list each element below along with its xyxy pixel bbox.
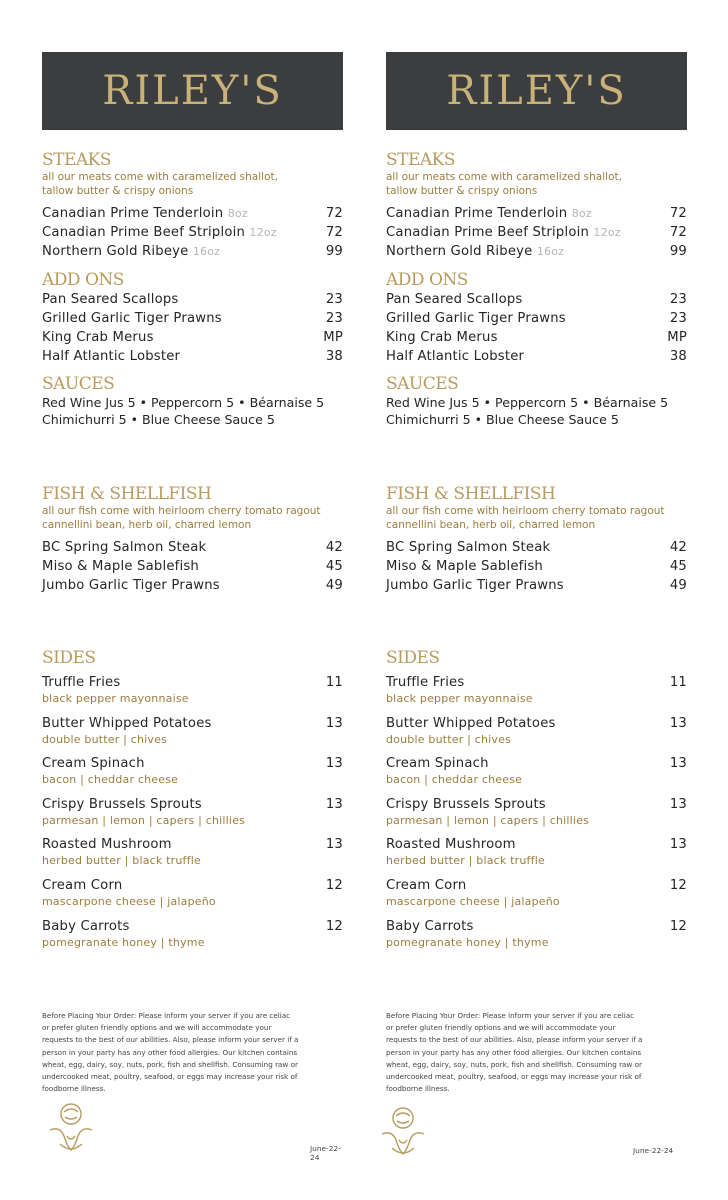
- sauces-section: [42, 374, 343, 428]
- side-item: [42, 755, 343, 788]
- side-item: [42, 836, 343, 869]
- menu-date: June-22-24: [633, 1146, 674, 1155]
- disclaimer-line: wheat, egg, dairy, soy, nuts, pork, fish and shellfish. Consuming raw or: [386, 1059, 642, 1069]
- menu-item: [42, 204, 343, 223]
- menu-item: [42, 290, 343, 309]
- item-price: 72: [669, 206, 687, 221]
- item-description: black pepper mayonnaise: [42, 692, 189, 705]
- item-description: herbed butter | black truffle: [386, 854, 545, 868]
- disclaimer-line: person in your party has any other food allergies. Our kitchen contains: [42, 1047, 298, 1057]
- item-name: Crispy Brussels Sprouts: [42, 796, 202, 812]
- side-item: [386, 796, 687, 829]
- section-title: STEAKS: [42, 150, 112, 170]
- menu-item: [386, 576, 687, 595]
- menu-item: [42, 557, 343, 576]
- disclaimer-line: wheat, egg, dairy, soy, nuts, pork, fish and shellfish. Consuming raw or: [42, 1059, 298, 1069]
- item-price: 13: [325, 796, 343, 812]
- disclaimer-line: requests to the best of our abilities. Also, please inform your server if a: [42, 1035, 299, 1045]
- item-price: 72: [325, 225, 343, 240]
- menu-item: [386, 538, 687, 557]
- item-price: 13: [325, 756, 343, 772]
- item-name: King Crab Merus: [42, 330, 154, 345]
- item-name: Canadian Prime Beef Striploin: [42, 225, 246, 240]
- item-price: 13: [669, 715, 687, 731]
- item-name: Pan Seared Scallops: [42, 292, 179, 307]
- item-price: 11: [669, 675, 687, 690]
- item-name: Jumbo Garlic Tiger Prawns: [386, 578, 564, 593]
- item-price: 45: [669, 559, 687, 574]
- item-price: 23: [669, 311, 687, 326]
- item-name: Jumbo Garlic Tiger Prawns: [42, 578, 220, 593]
- item-description: bacon | cheddar cheese: [386, 773, 523, 787]
- item-size: 16oz: [192, 245, 221, 258]
- item-price: 12: [669, 877, 687, 893]
- item-name: Canadian Prime Beef Striploin: [386, 225, 590, 240]
- menu-page-left: [42, 52, 343, 1162]
- section-title: SAUCES: [386, 374, 459, 394]
- brand-logo: RILEY'S: [102, 68, 283, 114]
- fish-section: [386, 484, 687, 595]
- addons-section: [386, 270, 687, 366]
- menu-item: [386, 204, 687, 223]
- section-subtitle: cannellini bean, herb oil, charred lemon: [42, 519, 252, 531]
- item-price: 13: [325, 837, 343, 853]
- item-price: 42: [325, 540, 343, 555]
- menu-page-right: [386, 52, 687, 1155]
- item-price: 72: [669, 225, 687, 240]
- item-price: 12: [669, 918, 687, 934]
- item-price: 72: [325, 206, 343, 221]
- sides-section: [42, 648, 343, 958]
- steaks-section: [42, 150, 343, 261]
- fish-section: [42, 484, 343, 595]
- allergy-disclaimer: [42, 1010, 342, 1095]
- item-name: Northern Gold Ribeye: [42, 244, 189, 259]
- section-title: SIDES: [42, 648, 96, 668]
- section-title: SAUCES: [42, 374, 115, 394]
- disclaimer-line: Before Placing Your Order: Please inform your server if you are celiac: [42, 1011, 291, 1020]
- item-price: 49: [669, 578, 687, 593]
- item-price: MP: [323, 330, 343, 345]
- side-item: [386, 755, 687, 788]
- item-name: Cream Corn: [42, 877, 123, 893]
- section-subtitle: tallow butter & crispy onions: [386, 185, 538, 197]
- item-price: 12: [325, 877, 343, 893]
- item-name: Half Atlantic Lobster: [42, 349, 181, 364]
- item-size: 8oz: [227, 207, 248, 220]
- item-price: MP: [667, 330, 687, 345]
- item-description: bacon | cheddar cheese: [42, 773, 179, 787]
- disclaimer-line: foodborne illness.: [42, 1084, 106, 1094]
- side-item: [386, 836, 687, 869]
- menu-date: June-22-24: [310, 1144, 341, 1162]
- section-subtitle: all our fish come with heirloom cherry tomato ragout: [42, 505, 321, 517]
- sauces-line: Red Wine Jus 5 • Peppercorn 5 • Béarnaise 5: [42, 395, 325, 410]
- item-price: 13: [669, 796, 687, 812]
- item-description: mascarpone cheese | jalapeño: [386, 894, 560, 908]
- brand-banner: [42, 52, 343, 130]
- item-name: BC Spring Salmon Steak: [386, 540, 551, 555]
- item-name: Butter Whipped Potatoes: [386, 715, 556, 731]
- menu-item: [386, 347, 687, 366]
- menu-item: [386, 328, 687, 347]
- brand-banner: [386, 52, 687, 130]
- brand-logo: RILEY'S: [446, 68, 627, 114]
- item-price: 13: [325, 715, 343, 731]
- disclaimer-line: undercooked meat, poultry, seafood, or eggs may increase your risk of: [42, 1072, 298, 1082]
- item-name: Truffle Fries: [386, 675, 465, 690]
- item-price: 12: [325, 918, 343, 934]
- section-title: FISH & SHELLFISH: [42, 484, 212, 504]
- item-price: 23: [325, 311, 343, 326]
- item-name: Canadian Prime Tenderloin: [386, 206, 568, 221]
- sides-section: [386, 648, 687, 958]
- section-title: SIDES: [386, 648, 440, 668]
- sauces-line: Chimichurri 5 • Blue Cheese Sauce 5: [42, 412, 275, 427]
- item-price: 49: [325, 578, 343, 593]
- item-name: Baby Carrots: [42, 918, 130, 934]
- item-description: parmesan | lemon | capers | chillies: [386, 813, 590, 827]
- disclaimer-line: Before Placing Your Order: Please inform your server if you are celiac: [386, 1011, 635, 1020]
- menu-item: [386, 557, 687, 576]
- item-name: Butter Whipped Potatoes: [42, 715, 212, 731]
- item-price: 23: [325, 292, 343, 307]
- sauces-line: Red Wine Jus 5 • Peppercorn 5 • Béarnaise 5: [386, 395, 669, 410]
- item-price: 99: [669, 244, 687, 259]
- item-name: Northern Gold Ribeye: [386, 244, 533, 259]
- item-price: 38: [669, 349, 687, 364]
- section-title: ADD ONS: [386, 270, 468, 290]
- section-subtitle: all our fish come with heirloom cherry tomato ragout: [386, 505, 665, 517]
- side-item: [42, 715, 343, 748]
- item-description: pomegranate honey | thyme: [386, 935, 549, 949]
- item-description: pomegranate honey | thyme: [42, 935, 205, 949]
- disclaimer-line: or prefer gluten friendly options and we will accommodate your: [42, 1023, 272, 1033]
- steaks-section: [386, 150, 687, 261]
- item-price: 13: [669, 756, 687, 772]
- side-item: [386, 674, 687, 707]
- item-name: Truffle Fries: [42, 675, 121, 690]
- item-description: herbed butter | black truffle: [42, 854, 201, 868]
- section-title: STEAKS: [386, 150, 456, 170]
- item-name: Miso & Maple Sablefish: [42, 559, 199, 574]
- item-size: 12oz: [249, 226, 277, 239]
- sauces-line: Chimichurri 5 • Blue Cheese Sauce 5: [386, 412, 619, 427]
- section-title: FISH & SHELLFISH: [386, 484, 556, 504]
- disclaimer-line: foodborne illness.: [386, 1084, 450, 1094]
- bull-emblem-icon: [378, 1104, 428, 1158]
- item-price: 99: [325, 244, 343, 259]
- menu-item: [386, 290, 687, 309]
- section-subtitle: tallow butter & crispy onions: [42, 185, 194, 197]
- menu-item: [386, 223, 687, 242]
- item-description: double butter | chives: [386, 732, 512, 746]
- item-name: Miso & Maple Sablefish: [386, 559, 543, 574]
- menu-item: [42, 223, 343, 242]
- item-description: mascarpone cheese | jalapeño: [42, 894, 216, 908]
- section-subtitle: all our meats come with caramelized shallot,: [386, 171, 622, 183]
- item-name: BC Spring Salmon Steak: [42, 540, 207, 555]
- item-size: 8oz: [571, 207, 592, 220]
- item-name: Roasted Mushroom: [386, 837, 516, 853]
- section-subtitle: all our meats come with caramelized shallot,: [42, 171, 278, 183]
- item-name: Grilled Garlic Tiger Prawns: [42, 311, 222, 326]
- bull-emblem-icon: [46, 1100, 96, 1154]
- item-name: Roasted Mushroom: [42, 837, 172, 853]
- disclaimer-line: requests to the best of our abilities. Also, please inform your server if a: [386, 1035, 643, 1045]
- side-item: [42, 877, 343, 910]
- menu-item: [42, 242, 343, 261]
- item-description: black pepper mayonnaise: [386, 692, 533, 705]
- item-description: double butter | chives: [42, 732, 168, 746]
- side-item: [42, 918, 343, 951]
- item-name: Crispy Brussels Sprouts: [386, 796, 546, 812]
- item-size: 12oz: [593, 226, 621, 239]
- item-name: Canadian Prime Tenderloin: [42, 206, 224, 221]
- section-subtitle: cannellini bean, herb oil, charred lemon: [386, 519, 596, 531]
- side-item: [386, 715, 687, 748]
- item-size: 16oz: [536, 245, 565, 258]
- item-price: 13: [669, 837, 687, 853]
- item-name: Cream Corn: [386, 877, 467, 893]
- item-price: 38: [325, 349, 343, 364]
- item-name: Pan Seared Scallops: [386, 292, 523, 307]
- sauces-section: [386, 374, 687, 428]
- menu-item: [386, 309, 687, 328]
- item-name: Cream Spinach: [42, 756, 145, 772]
- item-price: 23: [669, 292, 687, 307]
- item-name: Grilled Garlic Tiger Prawns: [386, 311, 566, 326]
- disclaimer-line: undercooked meat, poultry, seafood, or eggs may increase your risk of: [386, 1072, 642, 1082]
- item-description: parmesan | lemon | capers | chillies: [42, 813, 246, 827]
- item-name: Baby Carrots: [386, 918, 474, 934]
- item-name: Half Atlantic Lobster: [386, 349, 525, 364]
- item-price: 11: [325, 675, 343, 690]
- addons-section: [42, 270, 343, 366]
- side-item: [386, 877, 687, 910]
- side-item: [42, 796, 343, 829]
- menu-item: [42, 538, 343, 557]
- section-title: ADD ONS: [42, 270, 124, 290]
- disclaimer-line: or prefer gluten friendly options and we will accommodate your: [386, 1023, 616, 1033]
- menu-item: [42, 347, 343, 366]
- item-name: King Crab Merus: [386, 330, 498, 345]
- menu-item: [386, 242, 687, 261]
- item-price: 42: [669, 540, 687, 555]
- item-name: Cream Spinach: [386, 756, 489, 772]
- menu-item: [42, 576, 343, 595]
- disclaimer-line: person in your party has any other food allergies. Our kitchen contains: [386, 1047, 642, 1057]
- menu-item: [42, 309, 343, 328]
- side-item: [42, 674, 343, 707]
- side-item: [386, 918, 687, 951]
- item-price: 45: [325, 559, 343, 574]
- allergy-disclaimer: [386, 1010, 686, 1095]
- menu-item: [42, 328, 343, 347]
